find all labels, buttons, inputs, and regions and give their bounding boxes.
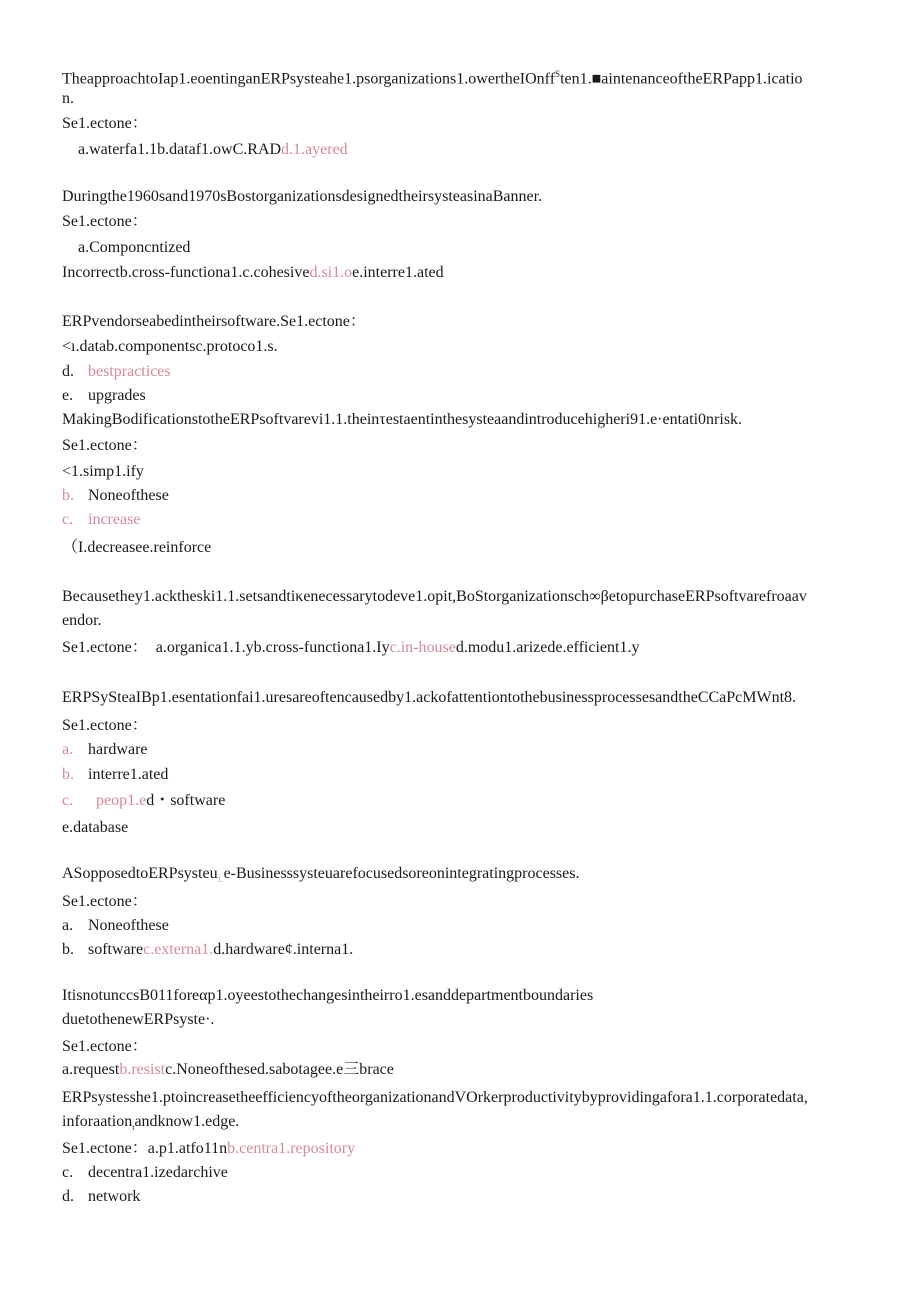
q8-select-label: Se1.ectone：	[62, 1038, 148, 1055]
q6-select-label: Se1.ectone：	[62, 717, 148, 734]
q7-stem: ASopposedtoERPsysteu$_{1.}$e-Businesssysteuarefocusedsoreonintegratingprocesses.	[62, 865, 580, 885]
q3-option-e: e. upgrades	[62, 387, 146, 404]
q2-options: Incorrectb.cross-functiona1.c.cohesived.si1.oe.interre1.ated	[62, 264, 444, 281]
q4-option-c: c. increase	[62, 511, 141, 528]
q9-option-d: d. network	[62, 1188, 141, 1205]
q5-stem-line1: Becausethey1.acktheski1.1.setsandtiκenecessarytodeve1.opit,BoStorganizationsch∞βetopurchaseERPsoftvarefroaav	[62, 588, 807, 605]
q5-stem-line2: endor.	[62, 612, 102, 629]
q6-stem: ERPSySteaIBp1.esentationfai1.uresareoftencausedby1.ackofattentiontothebusinessprocessesandtheCCaPcMWnt8.	[62, 689, 797, 706]
q7-option-b: b. softwarec.externa1.d.hardware¢.interna1.	[62, 941, 354, 958]
q9-options: Se1.ectone：a.p1.atfo11nb.centra1.repository	[62, 1140, 356, 1157]
q2-stem: Duringthe1960sand1970sBostorganizationsdesignedtheirsysteasinaBanner.	[62, 188, 543, 205]
q3-stem: ERPvendorseabedintheirsoftware.Se1.ectone：	[62, 313, 366, 330]
q7-select-label: Se1.ectone：	[62, 893, 148, 910]
q4-select-label: Se1.ectone：	[62, 437, 148, 454]
q3-option-d: d. bestpractices	[62, 363, 171, 380]
q6-option-a: a. hardware	[62, 741, 148, 758]
q2-select-label: Se1.ectone：	[62, 213, 148, 230]
q4-options-last: （I.decreasee.reinforce	[62, 539, 212, 556]
q7-option-a: a. Noneofthese	[62, 917, 169, 934]
q1-options: a.waterfa1.1b.dataf1.owC.RADd.1.ayered	[78, 141, 348, 158]
q9-stem-line2: inforaation$_t$andknow1.edge.	[62, 1113, 240, 1133]
q1-stem-line2: n.	[62, 90, 74, 107]
q9-option-c: c. decentra1.izedarchive	[62, 1164, 228, 1181]
q6-option-b: b. interre1.ated	[62, 766, 169, 783]
q4-option-b: b. Noneofthese	[62, 487, 169, 504]
q9-stem-line1: ERPsystesshe1.ptoincreasetheefficiencyoftheorganizationandVOrkerproductivitybyprovidingafora1.1.corporatedata,	[62, 1089, 808, 1106]
q8-stem-line2: duetothenewERPsyste·.	[62, 1011, 215, 1028]
q3-options: <ı.datab.componentsc.protoco1.s.	[62, 338, 278, 355]
q4-stem: MakingBodificationstotheERPsoftvarevi1.1.theinτestaentinthesysteaandintroducehigheri91.e·entati0nrisk.	[62, 411, 743, 428]
q1-stem-line1: TheapproachtoIap1.eoentinganERPsysteahe1.psorganizations1.owertheIOnff$^S$ten1.■aintenanceoftheERPapp1.icatio	[62, 69, 803, 88]
q4-options: <1.simp1.ify	[62, 463, 144, 480]
q5-options: Se1.ectone： a.organica1.1.yb.cross-functiona1.Iyc.in-housed.modu1.arizede.efficient1.y	[62, 639, 640, 656]
q8-options: a.requestb.resistc.Noneofthesed.sabotagee.e三brace	[62, 1061, 394, 1078]
q6-option-c: c. peop1.ed・software	[62, 792, 226, 809]
q6-option-e: e.database	[62, 819, 129, 836]
q1-select-label: Se1.ectone：	[62, 115, 148, 132]
q8-stem-line1: ItisnotunccsB011foreαp1.oyeestothechangesintheirro1.esanddepartmentboundaries	[62, 987, 594, 1004]
q2-option-a: a.Componcntized	[78, 239, 191, 256]
